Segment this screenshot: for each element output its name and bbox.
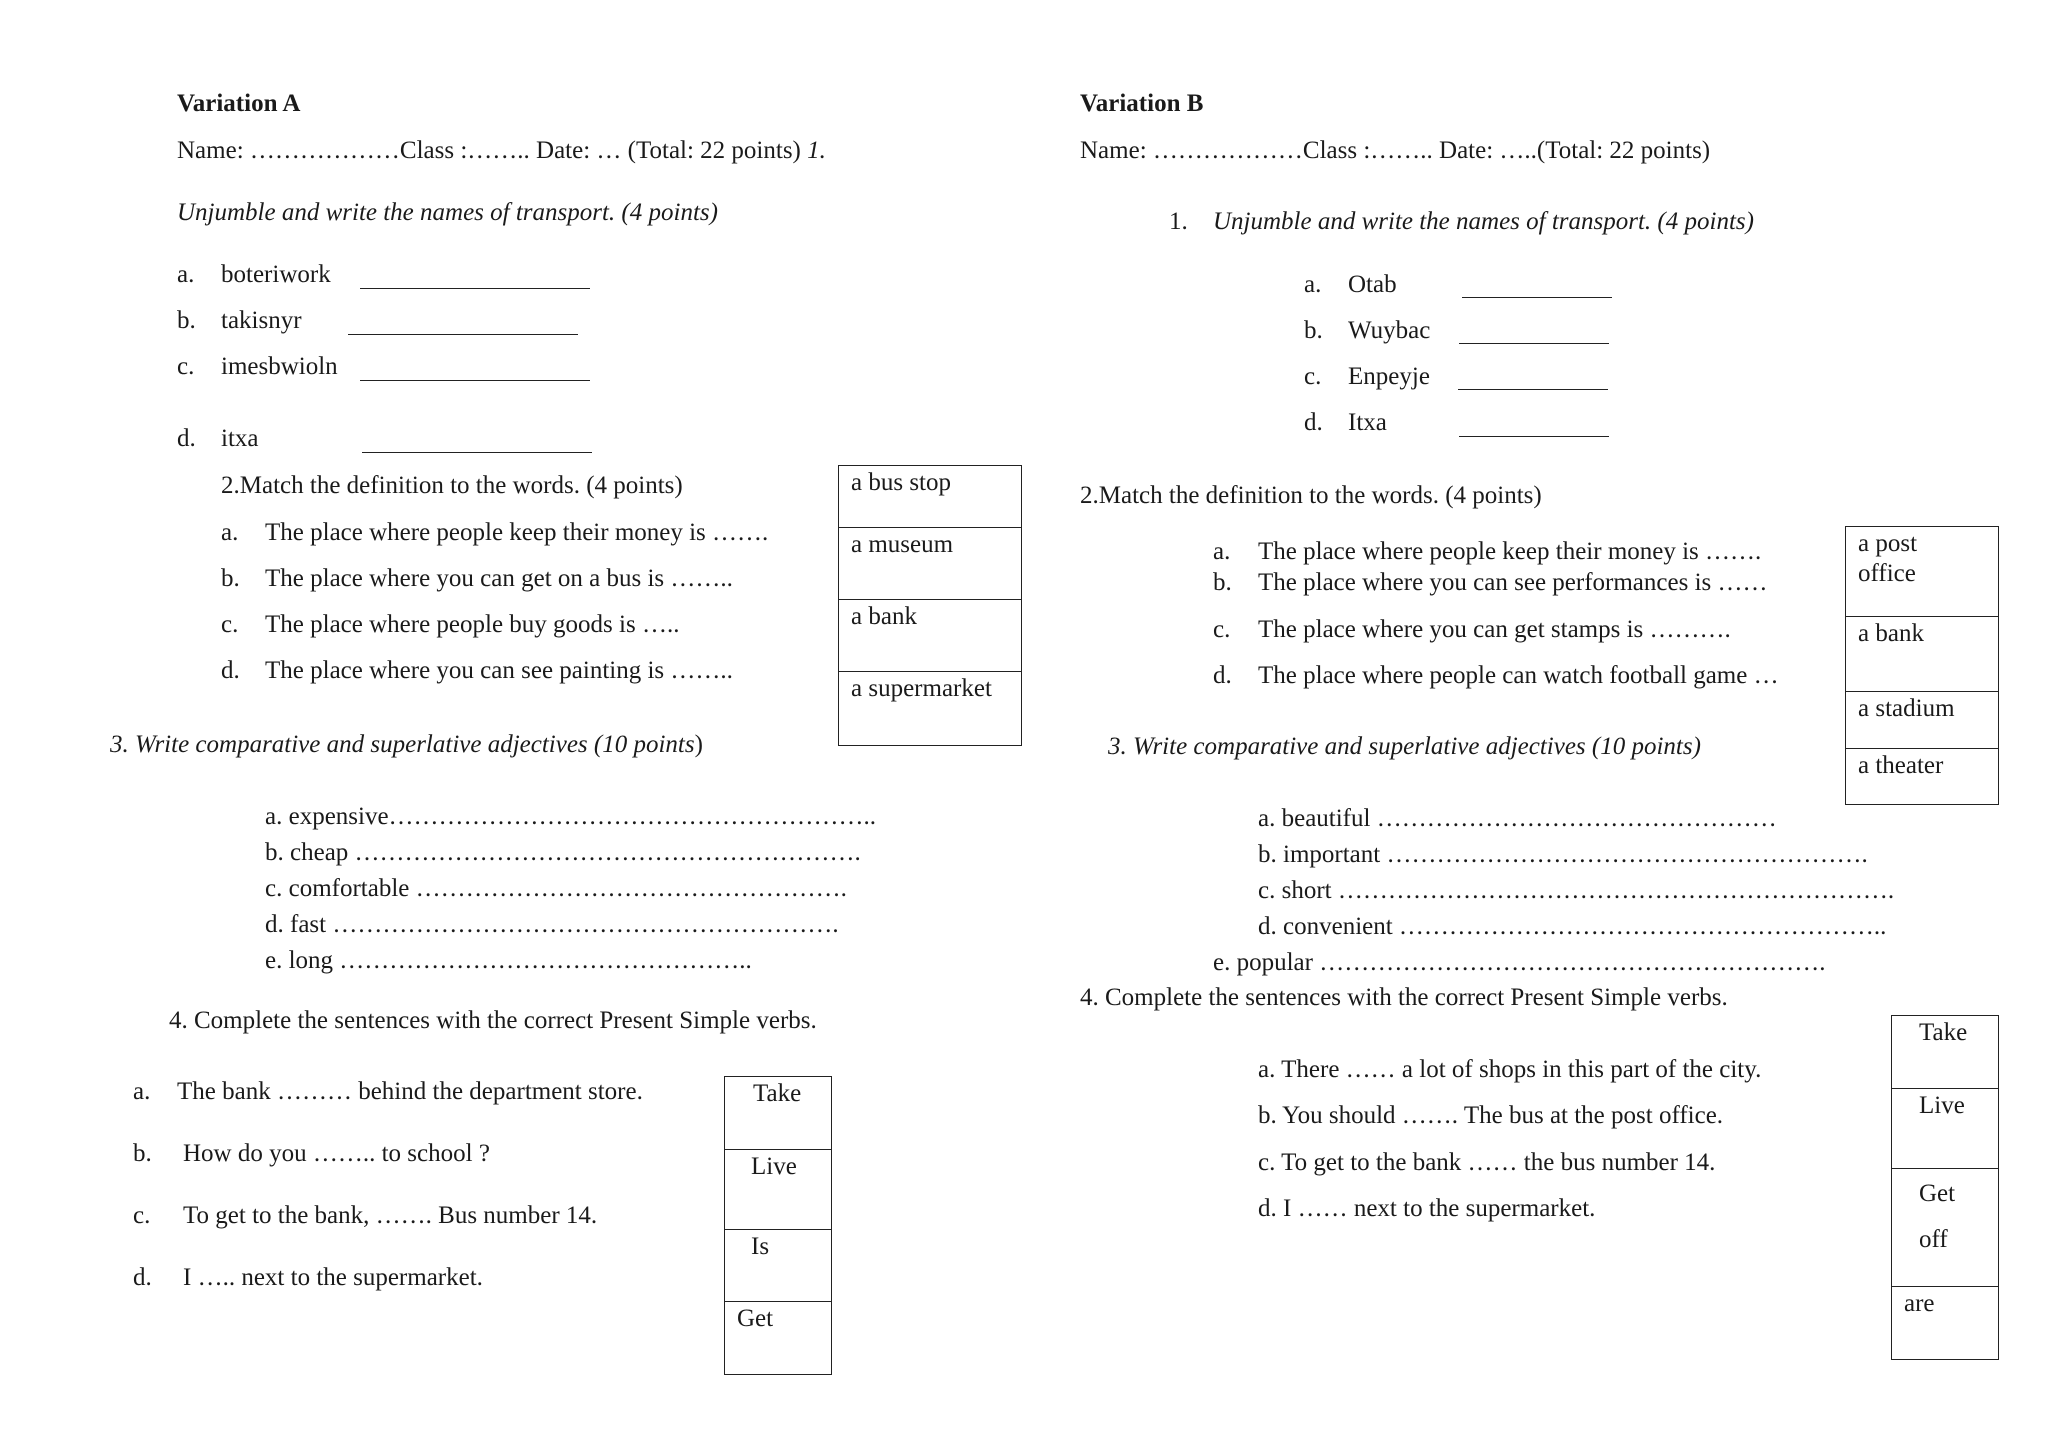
b-ex1-letter: b. (1304, 317, 1323, 344)
variation-a-header: Name: ………………Class :…….. Date: … (Total: 22 points) 1. (177, 137, 826, 164)
answer-line[interactable] (360, 288, 590, 289)
a-ex4-letter: b. (133, 1140, 152, 1167)
b-ex4-item: d. I …… next to the supermarket. (1258, 1195, 1596, 1222)
a-ex2-letter: b. (221, 565, 240, 592)
b-ex1-word: Itxa (1348, 409, 1387, 436)
b-ex4-item: a. There …… a lot of shops in this part of the city. (1258, 1056, 1762, 1083)
b-ex3-item: a. beautiful ………………………………………… (1258, 805, 1777, 832)
verb-box-cell: Get (725, 1301, 831, 1375)
a-ex1-word: itxa (221, 425, 259, 452)
b-ex1-title: Unjumble and write the names of transport. (4 points) (1213, 208, 1754, 235)
a-ex2-text: The place where you can see painting is …….. (265, 657, 733, 684)
variation-a-title: Variation A (177, 90, 301, 117)
a-ex1-letter: c. (177, 353, 195, 380)
a-ex1-word: imesbwioln (221, 353, 338, 380)
a-ex1-word: boteriwork (221, 261, 331, 288)
b-ex2-letter: d. (1213, 662, 1232, 689)
verb-box-cell: Take (1919, 1019, 1968, 1046)
b-ex3-item: b. important …………………………………………………. (1258, 841, 1868, 868)
a-ex1-word: takisnyr (221, 307, 302, 334)
a-ex2-word-box (838, 465, 1022, 746)
a-ex2-text: The place where people keep their money is ……. (265, 519, 769, 546)
b-ex1-letter: a. (1304, 271, 1322, 298)
a-ex4-letter: d. (133, 1264, 152, 1291)
a-ex4-text: The bank ……… behind the department store. (177, 1078, 643, 1105)
a-ex4-letter: a. (133, 1078, 151, 1105)
a-ex3-item: b. cheap ……………………………………………………. (265, 839, 861, 866)
a-ex2-text: The place where you can get on a bus is …….. (265, 565, 733, 592)
a-ex2-title: 2.Match the definition to the words. (4 points) (221, 472, 683, 499)
header-number: 1. (807, 137, 826, 164)
a-ex1-title: Unjumble and write the names of transport. (4 points) (177, 199, 718, 226)
b-ex4-item: c. To get to the bank …… the bus number 14. (1258, 1149, 1716, 1176)
b-ex3-item: d. convenient ………………………………………………….. (1258, 913, 1887, 940)
a-ex3-title: 3. Write comparative and superlative adjectives (10 points) (110, 731, 703, 758)
answer-line[interactable] (360, 380, 590, 381)
word-box-cell: a museum (839, 527, 1021, 600)
variation-b-title: Variation B (1080, 90, 1204, 117)
b-ex2-letter: b. (1213, 569, 1232, 596)
b-ex2-text: The place where people can watch football game … (1258, 662, 1779, 689)
answer-line[interactable] (1459, 343, 1609, 344)
b-ex3-title: 3. Write comparative and superlative adjectives (10 points) (1108, 733, 1701, 760)
a-ex1-letter: d. (177, 425, 196, 452)
b-ex4-title: 4. Complete the sentences with the correct Present Simple verbs. (1080, 984, 1728, 1011)
a-ex4-text: I ….. next to the supermarket. (183, 1264, 483, 1291)
a-ex4-text: To get to the bank, ……. Bus number 14. (183, 1202, 598, 1229)
word-box-cell: a bank (1846, 616, 1998, 692)
b-ex2-text: The place where you can get stamps is ………. (1258, 616, 1731, 643)
a-ex4-letter: c. (133, 1202, 151, 1229)
b-ex1-letter: c. (1304, 363, 1322, 390)
b-ex2-text: The place where you can see performances is …… (1258, 569, 1768, 596)
answer-line[interactable] (348, 334, 578, 335)
answer-line[interactable] (362, 452, 592, 453)
answer-line[interactable] (1458, 389, 1608, 390)
b-ex2-title: 2.Match the definition to the words. (4 points) (1080, 482, 1542, 509)
b-ex1-word: Enpeyje (1348, 363, 1430, 390)
a-ex3-item: e. long ………………………………………….. (265, 947, 752, 974)
variation-b-header: Name: ………………Class :…….. Date: …..(Total: 22 points) (1080, 137, 1711, 164)
a-ex4-text: How do you …….. to school ? (183, 1140, 490, 1167)
b-ex2-letter: c. (1213, 616, 1231, 643)
a-ex2-letter: d. (221, 657, 240, 684)
b-ex1-number: 1. (1169, 208, 1188, 235)
verb-box-cell: Take (753, 1080, 802, 1107)
b-ex3-item: c. short …………………………………………………………. (1258, 877, 1895, 904)
b-ex4-item: b. You should ……. The bus at the post office. (1258, 1102, 1724, 1129)
a-ex3-item: d. fast ……………………………………………………. (265, 911, 839, 938)
a-ex1-letter: a. (177, 261, 195, 288)
b-ex2-text: The place where people keep their money is ……. (1258, 538, 1762, 565)
a-ex3-item: c. comfortable ……………………………………………. (265, 875, 847, 902)
b-ex1-word: Otab (1348, 271, 1397, 298)
a-ex3-item: a. expensive………………………………………………….. (265, 803, 877, 830)
word-box-cell: a stadium (1846, 691, 1998, 749)
b-ex4-verb-box (1891, 1015, 1999, 1360)
a-ex4-title: 4. Complete the sentences with the correct Present Simple verbs. (169, 1007, 817, 1034)
verb-box-cell: are (1892, 1286, 1998, 1360)
answer-line[interactable] (1459, 436, 1609, 437)
verb-box-cell: Live (725, 1149, 831, 1230)
a-ex1-letter: b. (177, 307, 196, 334)
a-ex2-letter: a. (221, 519, 239, 546)
word-box-cell: a post office (1858, 530, 1918, 587)
b-ex2-letter: a. (1213, 538, 1231, 565)
b-ex1-letter: d. (1304, 409, 1323, 436)
b-ex3-item: e. popular ……………………………………………………. (1213, 949, 1826, 976)
a-ex2-letter: c. (221, 611, 239, 638)
b-ex1-word: Wuybac (1348, 317, 1431, 344)
a-ex2-text: The place where people buy goods is ….. (265, 611, 680, 638)
word-box-cell: a bank (839, 599, 1021, 672)
a-ex4-verb-box (724, 1076, 832, 1375)
word-box-cell: a supermarket (839, 671, 1021, 746)
verb-box-cell: Get off (1892, 1168, 1998, 1287)
verb-box-cell: Live (1892, 1088, 1998, 1169)
b-ex2-word-box (1845, 526, 1999, 805)
verb-box-cell: Is (725, 1229, 831, 1302)
answer-line[interactable] (1462, 297, 1612, 298)
word-box-cell: a bus stop (851, 469, 951, 496)
word-box-cell: a theater (1846, 748, 1998, 805)
